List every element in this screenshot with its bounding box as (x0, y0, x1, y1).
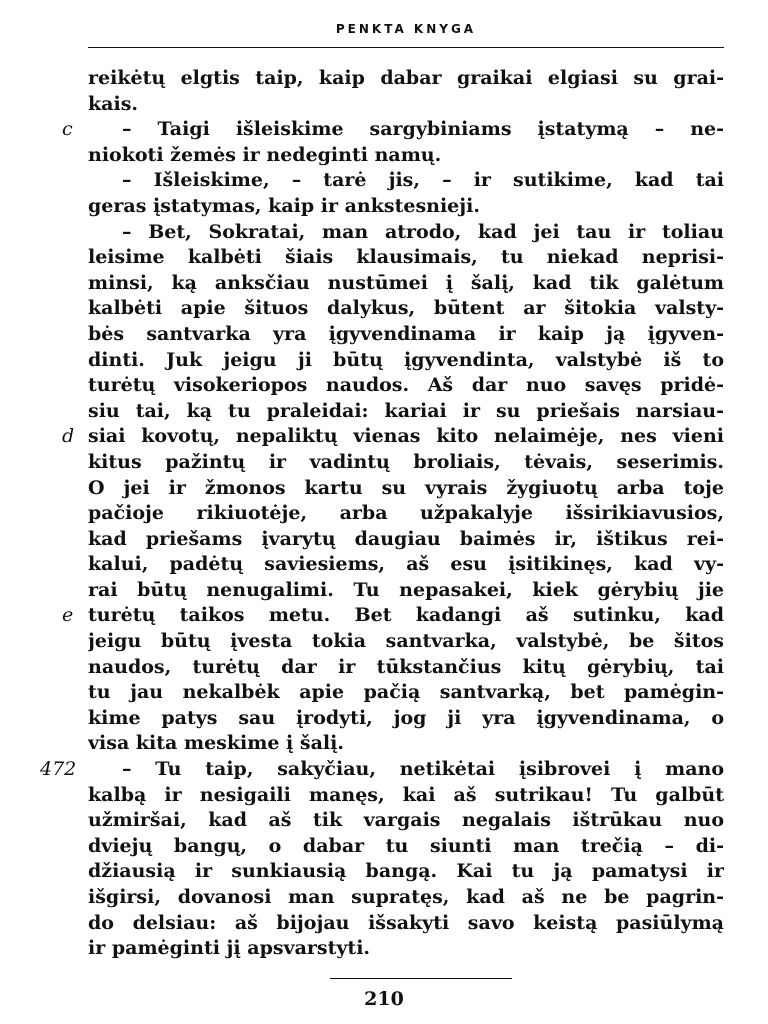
text-line (0, 271, 768, 297)
running-head: PENKTA KNYGA (335, 22, 477, 36)
text-line (0, 680, 768, 706)
text-line (0, 476, 768, 502)
line-text: kime patys sau įrodyti, jog ji yra įgyvendinama, o (88, 706, 724, 729)
text-line (0, 757, 768, 783)
line-text: turėtų taikos metu. Bet kadangi aš sutinku, kad (88, 604, 724, 627)
text-line (0, 348, 768, 374)
text-line (0, 783, 768, 809)
line-text: dinti. Juk jeigu ji būtų įgyvendinta, valstybė iš to (88, 348, 724, 371)
line-text: išgirsi, dovanosi man supratęs, kad aš ne be pagrin- (88, 886, 724, 908)
text-line (0, 501, 768, 527)
header-rule (88, 47, 724, 48)
text-line (0, 117, 768, 143)
text-line (0, 911, 768, 937)
text-line (0, 220, 768, 246)
text-line (0, 629, 768, 655)
line-text: – Tu taip, sakyčiau, netikėtai įsibrovei į mano (122, 758, 724, 781)
line-text: jeigu būtų įvesta tokia santvarka, valstybė, be šitos (88, 630, 724, 653)
text-line (0, 859, 768, 885)
line-text: – Taigi išleiskime sargybiniams įstatymą – ne- (122, 118, 724, 141)
line-text: dviejų bangų, o dabar tu siunti man trečią – di- (88, 834, 724, 857)
line-text: geras įstatymas, kaip ir ankstesnieji. (88, 194, 480, 217)
line-text: do delsiau: aš bijojau išsakyti savo keistą pasiūlymą (88, 911, 724, 934)
line-text: rai būtų nenugalimi. Tu nepasakei, kiek gėrybių jie (88, 578, 724, 601)
line-text: visa kita meskime į šalį. (88, 732, 344, 755)
line-text: džiausią ir sunkiausią bangą. Kai tu ją pamatysi ir (88, 860, 724, 883)
line-text: siu tai, ką tu praleidai: kariai ir su priešais narsiau- (88, 399, 724, 422)
line-text: ir pamėginti jį apsvarstyti. (88, 937, 371, 960)
text-line (0, 885, 768, 911)
text-line (0, 92, 768, 118)
line-text: – Bet, Sokratai, man atrodo, kad jei tau ir toliau (122, 220, 724, 243)
text-line (0, 834, 768, 860)
line-text: niokoti žemės ir nedeginti namų. (88, 143, 442, 166)
page-number: 210 (364, 988, 404, 1010)
line-text: leisime kalbėti šiais klausimais, tu niekad neprisi- (88, 246, 724, 269)
line-text: – Išleiskime, – tarė jis, – ir sutikime, kad tai (122, 169, 724, 192)
text-line (0, 424, 768, 450)
body-text (0, 66, 768, 962)
text-line (0, 399, 768, 425)
text-line (0, 373, 768, 399)
text-line (0, 808, 768, 834)
line-text: minsi, ką anksčiau nustūmei į šalį, kad tik galėtum (88, 271, 724, 294)
line-text: turėtų visokeriopos naudos. Aš dar nuo savęs pridė- (88, 374, 724, 397)
stephanus-marker: d (62, 425, 75, 448)
text-line (0, 578, 768, 604)
line-text: reikėtų elgtis taip, kaip dabar graikai elgiasi su grai- (88, 67, 724, 89)
line-text: kalui, padėtų saviesiems, aš esu įsitikinęs, kad vy- (88, 553, 724, 576)
text-line (0, 527, 768, 553)
line-text: kad priešams įvarytų daugiau baimės ir, ištikus rei- (88, 527, 724, 550)
line-text: kitus pažintų ir vadintų broliais, tėvais, seserimis. (88, 450, 724, 473)
line-text: kalbą ir nesigaili manęs, kai aš sutrikau! Tu galbūt (88, 783, 724, 806)
line-text: siai kovotų, nepaliktų vienas kito nelaimėje, nes vieni (88, 425, 724, 448)
line-text: pačioje rikiuotėje, arba užpakalyje išsirikiavusios, (88, 502, 724, 525)
text-line (0, 936, 768, 962)
text-line (0, 450, 768, 476)
stephanus-marker: c (62, 118, 73, 141)
text-line (0, 322, 768, 348)
text-line (0, 706, 768, 732)
line-text: užmiršai, kad aš tik vargais negalais ištrūkau nuo (88, 809, 724, 832)
line-text: bės santvarka yra įgyvendinama ir kaip ją įgyven- (88, 322, 724, 345)
text-line (0, 655, 768, 681)
line-text: tu jau nekalbėk apie pačią santvarką, bet pamėgin- (88, 681, 724, 704)
text-line (0, 552, 768, 578)
stephanus-marker: 472 (40, 758, 77, 781)
text-line (0, 66, 768, 92)
line-text: kais. (88, 92, 139, 115)
footer-rule (330, 978, 512, 979)
text-line (0, 731, 768, 757)
line-text: naudos, turėtų dar ir tūkstančius kitų gėrybių, tai (88, 655, 724, 678)
text-line (0, 168, 768, 194)
line-text: O jei ir žmonos kartu su vyrais žygiuotų arba toje (88, 476, 724, 499)
text-line (0, 143, 768, 169)
text-line (0, 603, 768, 629)
stephanus-marker: e (62, 604, 74, 627)
text-line (0, 296, 768, 322)
line-text: kalbėti apie šituos dalykus, būtent ar šitokia valsty- (88, 297, 724, 320)
text-line (0, 245, 768, 271)
text-line (0, 194, 768, 220)
